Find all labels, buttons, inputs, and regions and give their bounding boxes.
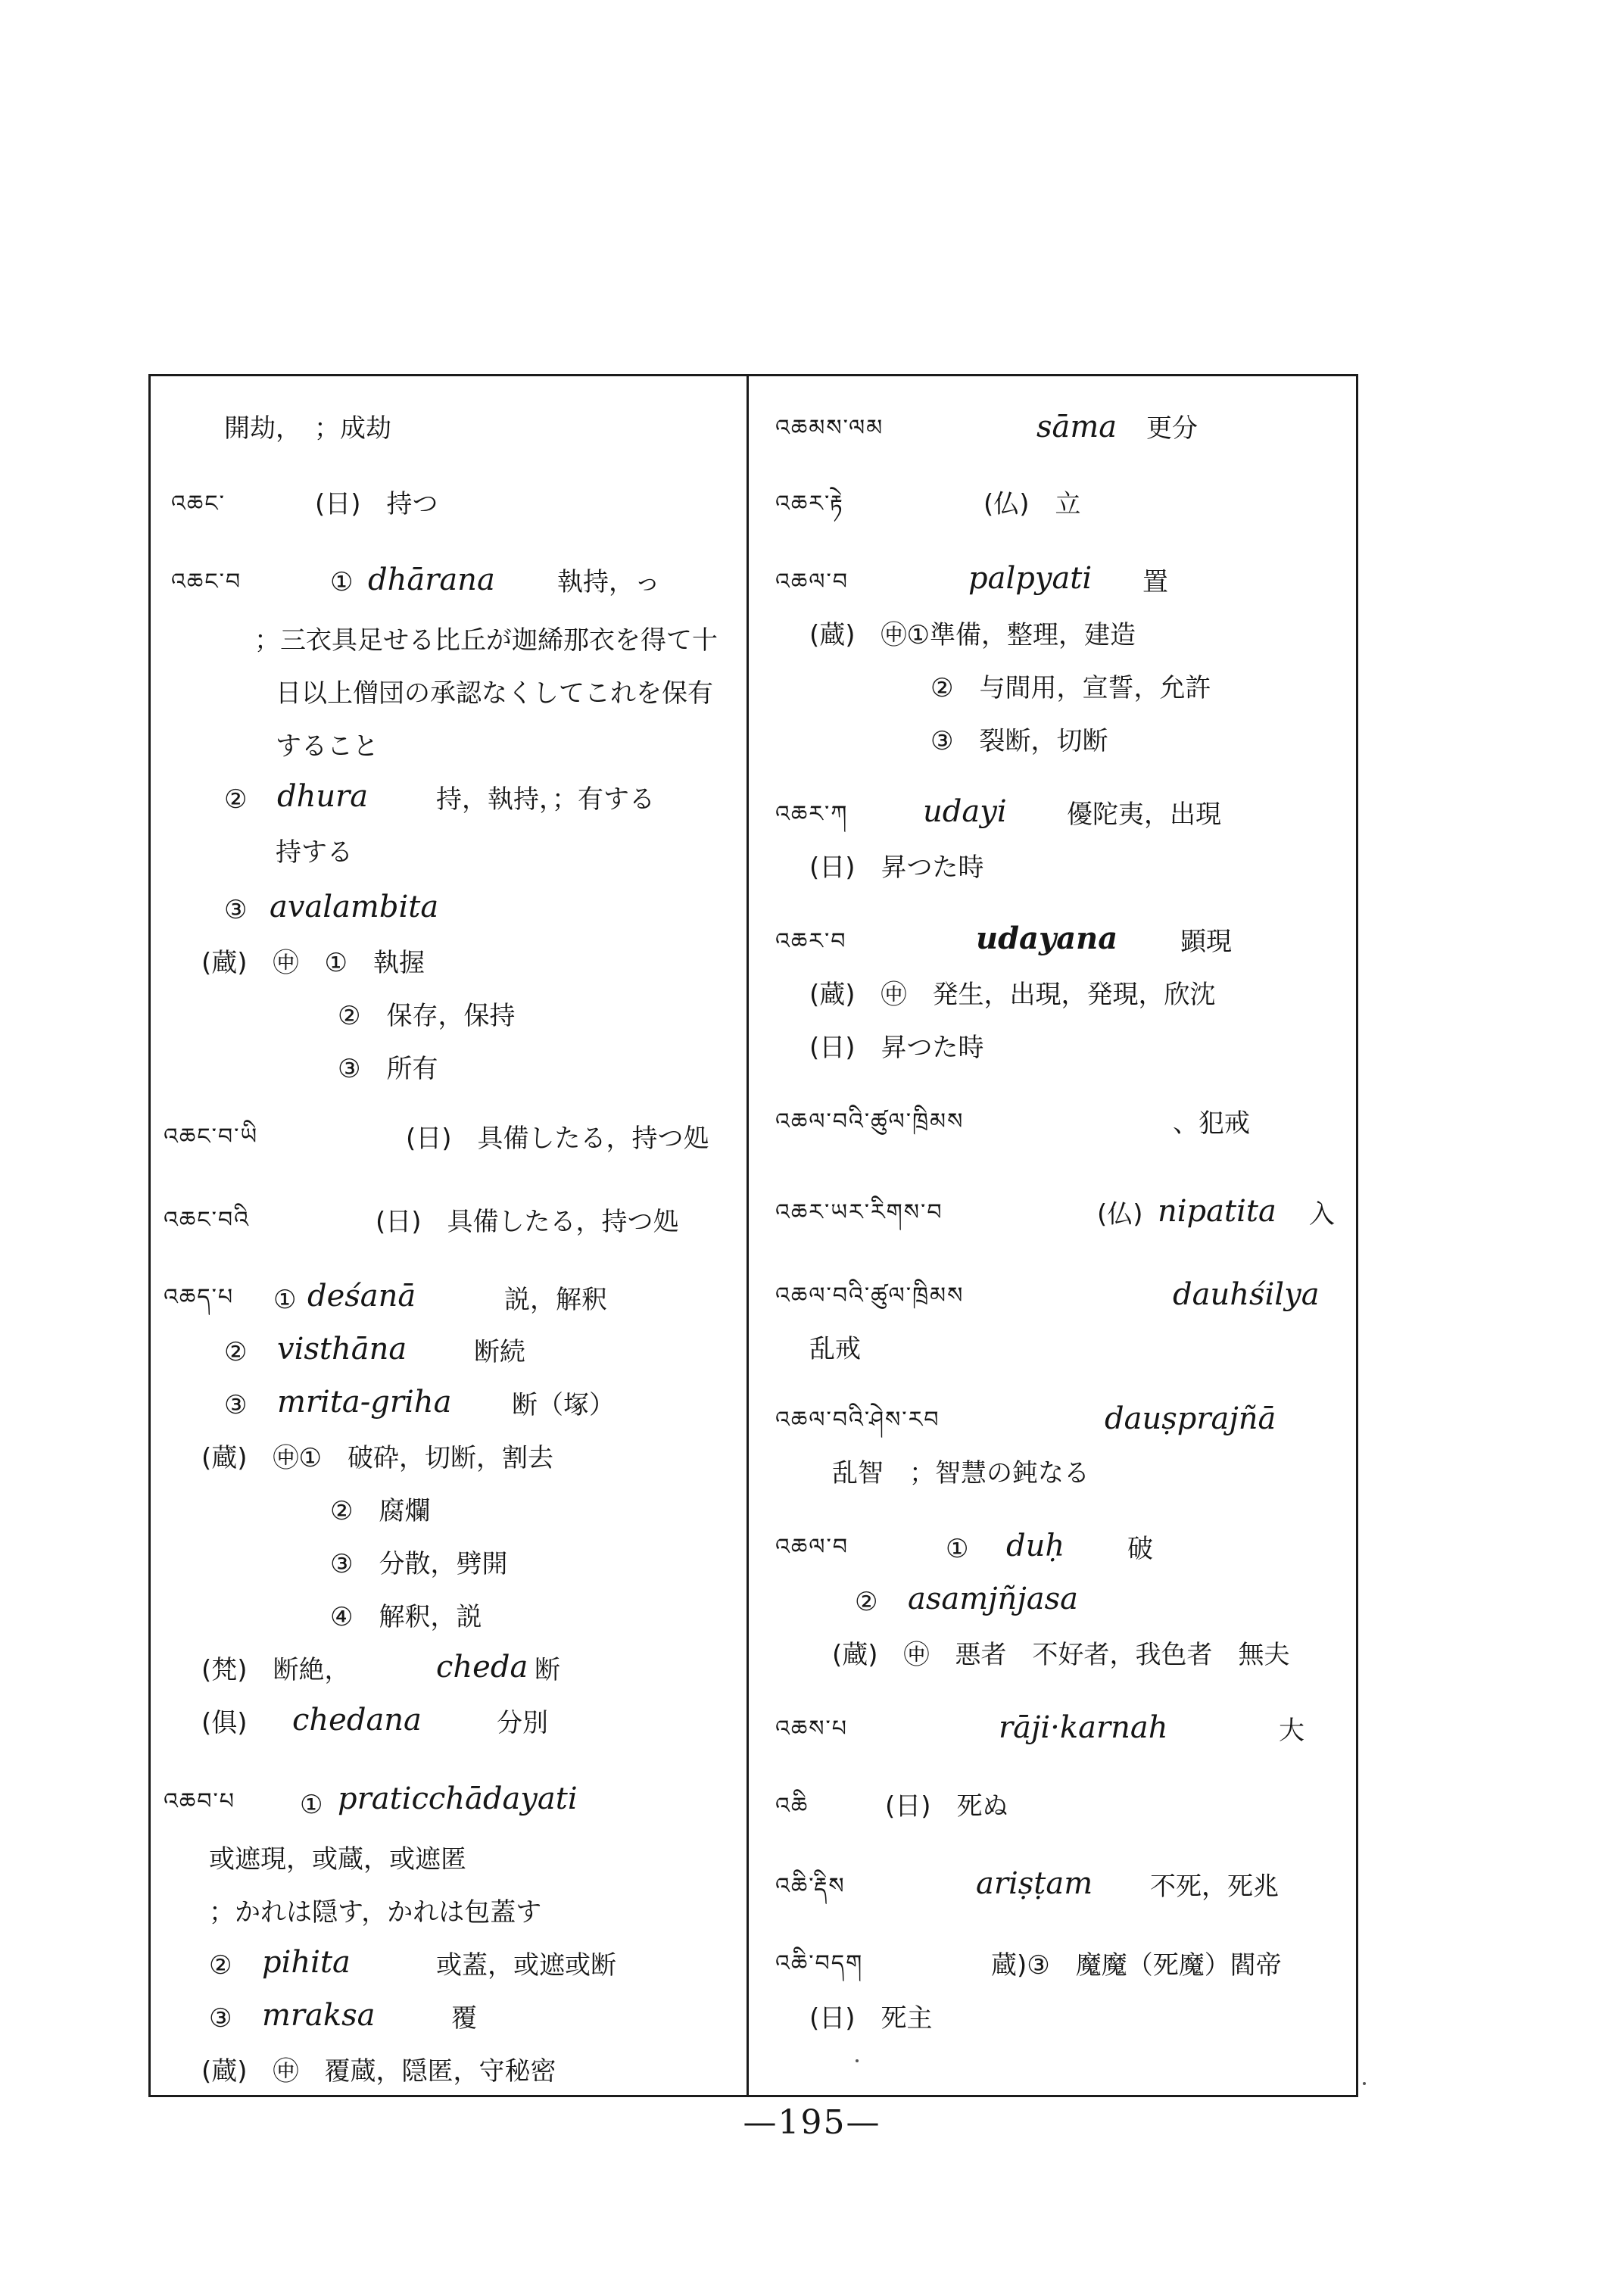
sanskrit-term: duḥ [1006,1529,1065,1563]
japanese-gloss: ② [224,784,248,815]
japanese-gloss: 入 [1309,1199,1335,1230]
japanese-gloss: ① [273,1285,297,1315]
japanese-gloss: ③ 分散，劈開 [330,1549,508,1579]
tibetan-headword: འཆང་བ [171,569,242,595]
right-column [749,374,1358,2097]
japanese-gloss: (日) 持つ [315,489,438,519]
japanese-gloss: ① [946,1534,969,1564]
sanskrit-term: pihita [262,1945,351,1980]
tibetan-headword: འཆང་བའི [164,1207,250,1233]
tibetan-headword: འཆལ་བ [775,1534,849,1560]
sanskrit-term: asamjñjasa [908,1582,1078,1616]
scan-speck [1363,2082,1366,2085]
japanese-gloss: 置 [1142,567,1168,597]
sanskrit-term: dhārana [368,563,495,597]
tibetan-headword: འཆད་པ [164,1284,235,1311]
japanese-gloss: ；三衣具足せる比丘が迦絺那衣を得て十 [254,625,718,656]
japanese-gloss: 破 [1127,1534,1153,1564]
japanese-gloss: ② 保存，保持 [338,1001,516,1031]
japanese-gloss: 乱智 ；智慧の鈍なる [832,1458,1089,1488]
japanese-gloss: 持する [276,837,353,868]
japanese-gloss: ① [300,1790,323,1820]
japanese-gloss: 、犯戒 [1173,1108,1250,1139]
japanese-gloss: ② 与間用，宣誓，允許 [930,673,1211,703]
japanese-gloss: ③ [224,895,248,925]
japanese-gloss: 顕現 [1180,927,1232,957]
japanese-gloss: 更分 [1146,413,1198,444]
japanese-gloss: (仏) [1097,1199,1143,1230]
japanese-gloss: (日) 昇つた時 [809,852,984,883]
sanskrit-term: mrita-griha [277,1385,452,1420]
sanskrit-term: dauhśilya [1173,1277,1320,1312]
japanese-gloss: (蔵) ㊥ ① 執握 [201,948,425,978]
japanese-gloss: (蔵) ㊥① 破砕，切断，割去 [201,1443,554,1473]
japanese-gloss: 日以上僧団の承認なくしてこれを保有 [276,678,713,709]
japanese-gloss: (日) 昇つた時 [809,1033,984,1063]
tibetan-headword: འཆས་པ [775,1716,849,1742]
japanese-gloss: 分別 [497,1708,548,1738]
left-column [148,374,747,2097]
tibetan-headword: འཆར་ཡར་རིགས་བ [775,1199,943,1226]
japanese-gloss: (仏) 立 [983,489,1081,519]
sanskrit-term: praticchādayati [338,1781,578,1816]
japanese-gloss: (蔵) ㊥①準備，整理，建造 [809,620,1136,650]
sanskrit-term: udayana [976,921,1118,956]
japanese-gloss: 断 [535,1655,560,1685]
tibetan-headword: འཆལ་བའི་ཚུལ་ཁྲིམས [775,1283,965,1309]
sanskrit-term: avalambita [270,890,439,924]
japanese-gloss: ③ 所有 [338,1054,438,1084]
sanskrit-term: rāji·karnah [999,1710,1168,1745]
scan-speck [856,2059,859,2062]
japanese-gloss: (俱) [201,1708,248,1738]
japanese-gloss: 説，解釈 [504,1285,607,1315]
japanese-gloss: (日) 死ぬ [885,1791,1008,1822]
tibetan-headword: འཆི [775,1793,809,1819]
japanese-gloss: (蔵) ㊥ 発生，出現，発現，欣沈 [809,980,1216,1010]
japanese-gloss: 優陀夷，出現 [1067,799,1221,830]
japanese-gloss: 不死，死兆 [1150,1872,1279,1902]
japanese-gloss: ② 腐爛 [330,1496,431,1526]
tibetan-headword: འཆར་ཀ [775,801,849,828]
japanese-gloss: (蔵) ㊥ 覆蔵，隠匿，守秘密 [201,2056,556,2087]
tibetan-headword: འཆལ་བའི་ཤེས་རབ [775,1407,940,1433]
sanskrit-term: mraksa [262,1998,376,2033]
japanese-gloss: ；かれは隠す，かれは包蓋す [209,1897,542,1928]
tibetan-headword: འཆབ་པ [164,1788,236,1815]
sanskrit-term: dauṣprajñā [1105,1401,1276,1436]
japanese-gloss: ① [330,567,354,597]
sanskrit-term: nipatita [1158,1194,1276,1229]
japanese-gloss: ④ 解釈，説 [330,1602,482,1632]
japanese-gloss: (蔵) ㊥ 悪者 不好者，我色者 無夫 [832,1640,1290,1670]
japanese-gloss: 断（塚） [512,1390,615,1420]
japanese-gloss: 開劫， ；成劫 [224,413,391,444]
sanskrit-term: deśanā [307,1279,416,1314]
tibetan-headword: འཆལ་བའི་ཚུལ་ཁྲིམས [775,1108,965,1135]
japanese-gloss: (日) 死主 [809,2003,933,2034]
japanese-gloss: ② [209,1950,232,1981]
page-number: —195— [743,2103,881,2142]
sanskrit-term: dhura [277,779,369,814]
japanese-gloss: 蔵)③ 魔魔（死魔）閻帝 [991,1950,1282,1981]
japanese-gloss: 執持，っ [557,567,660,597]
tibetan-headword: འཆི་རྡིས [775,1873,846,1900]
tibetan-headword: འཆི་བདག [775,1950,864,1977]
japanese-gloss: ③ [224,1390,248,1420]
japanese-gloss: 大 [1279,1716,1304,1746]
japanese-gloss: 断続 [474,1337,525,1367]
tibetan-headword: འཆམས་ལམ [775,415,884,441]
japanese-gloss: 或遮現，或蔵，或遮匿 [209,1844,466,1875]
tibetan-headword: འཆལ་བ [775,569,849,595]
japanese-gloss: 乱戒 [809,1334,861,1364]
tibetan-headword: འཆར་བ [775,928,847,955]
sanskrit-term: chedana [292,1703,422,1738]
japanese-gloss: 持，執持，；有する [436,784,655,815]
japanese-gloss: 或蓋，或遮或断 [436,1950,616,1981]
japanese-gloss: 覆 [451,2003,477,2034]
japanese-gloss: ② [224,1337,248,1367]
sanskrit-term: ariṣṭam [976,1866,1093,1901]
japanese-gloss: ③ 裂断，切断 [930,726,1108,756]
sanskrit-term: cheda [436,1650,528,1685]
japanese-gloss: (日) 具備したる，持つ処 [406,1124,709,1154]
japanese-gloss: すること [276,731,379,762]
japanese-gloss: ③ [209,2003,232,2034]
japanese-gloss: (日) 具備したる，持つ処 [376,1207,679,1237]
tibetan-headword: འཆར་རྟེ [775,491,844,517]
tibetan-headword: འཆང་ [171,491,226,517]
japanese-gloss: ② [855,1587,878,1617]
sanskrit-term: palpyati [968,561,1093,596]
sanskrit-term: udayi [923,794,1007,829]
tibetan-headword: འཆང་བ་ཡི [164,1124,259,1150]
sanskrit-term: sāma [1036,410,1117,444]
japanese-gloss: (梵) 断絶， [201,1655,351,1685]
sanskrit-term: visthāna [277,1332,407,1367]
